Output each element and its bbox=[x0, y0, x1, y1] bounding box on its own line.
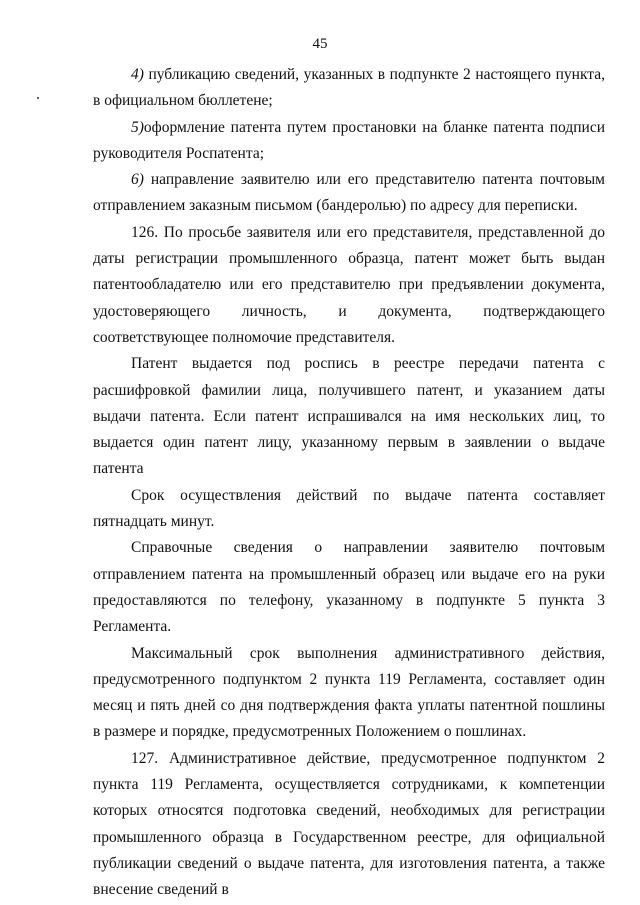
list-marker: 6) bbox=[131, 171, 144, 189]
paragraph-text: Справочные сведения о направлении заявителю почтовым отправлением патента на промышленный образец или выдаче его на руки предоставляются по телефону, указанному в подпункте 5 пункта 3 Регламента. bbox=[93, 539, 605, 636]
scan-dot bbox=[37, 97, 39, 99]
paragraph-text: публикацию сведений, указанных в подпункте 2 настоящего пункта, в официальном бюллетене; bbox=[93, 66, 605, 110]
document-body bbox=[93, 62, 605, 904]
page-number: 45 bbox=[312, 36, 328, 52]
paragraph-term bbox=[93, 483, 605, 536]
paragraph-text: Максимальный срок выполнения административного действия, предусмотренного подпунктом 2 пункта 119 Регламента, составляет один месяц и пять дней со дня подтверждения факта уплаты патентной пошлины в размере и порядке, предусмотренных Положением о пошлинах. bbox=[93, 644, 605, 741]
list-marker: 4) bbox=[131, 66, 144, 83]
paragraph-item-4 bbox=[93, 62, 605, 115]
paragraph-reference-info bbox=[93, 535, 605, 640]
paragraph-text: 126. По просьбе заявителя или его представителя, представленной до даты регистрации промышленного образца, патент может быть выдан патентообладателю или его представителю при предъявлении документа, удостоверяющего личность, и документа, подтверждающего соответствующее полномочие представителя. bbox=[93, 223, 605, 346]
list-marker: 5) bbox=[131, 118, 144, 136]
paragraph-text: Срок осуществления действий по выдаче патента составляет пятнадцать минут. bbox=[93, 486, 605, 531]
paragraph-126 bbox=[93, 220, 605, 351]
paragraph-text: направление заявителю или его представителю патента почтовым отправлением заказным письмом (бандеролью) по адресу для переписки. bbox=[93, 171, 605, 215]
paragraph-patent-issue bbox=[93, 351, 605, 482]
paragraph-item-6 bbox=[93, 167, 605, 220]
paragraph-text: 127. Административное действие, предусмотренное подпунктом 2 пункта 119 Регламента, осуществляется сотрудниками, к компетенции которых относятся подготовка сведений, необходимых для регистрации промышленного образца в Государственном реестре, для официальной публикации сведений о выдаче патента, для изготовления патента, а также внесение сведений в bbox=[93, 749, 605, 899]
paragraph-text: оформление патента путем простановки на бланке патента подписи руководителя Роспатента; bbox=[93, 118, 605, 162]
paragraph-item-5 bbox=[93, 115, 605, 168]
paragraph-text: Патент выдается под роспись в реестре передачи патента с расшифровкой фамилии лица, получившего патент, и указанием даты выдачи патента. Если патент испрашивался на имя нескольких лиц, то выдается один патент лицу, указанному первым в заявлении о выдаче патента bbox=[93, 355, 605, 478]
paragraph-max-term bbox=[93, 641, 605, 746]
paragraph-127 bbox=[93, 746, 605, 904]
